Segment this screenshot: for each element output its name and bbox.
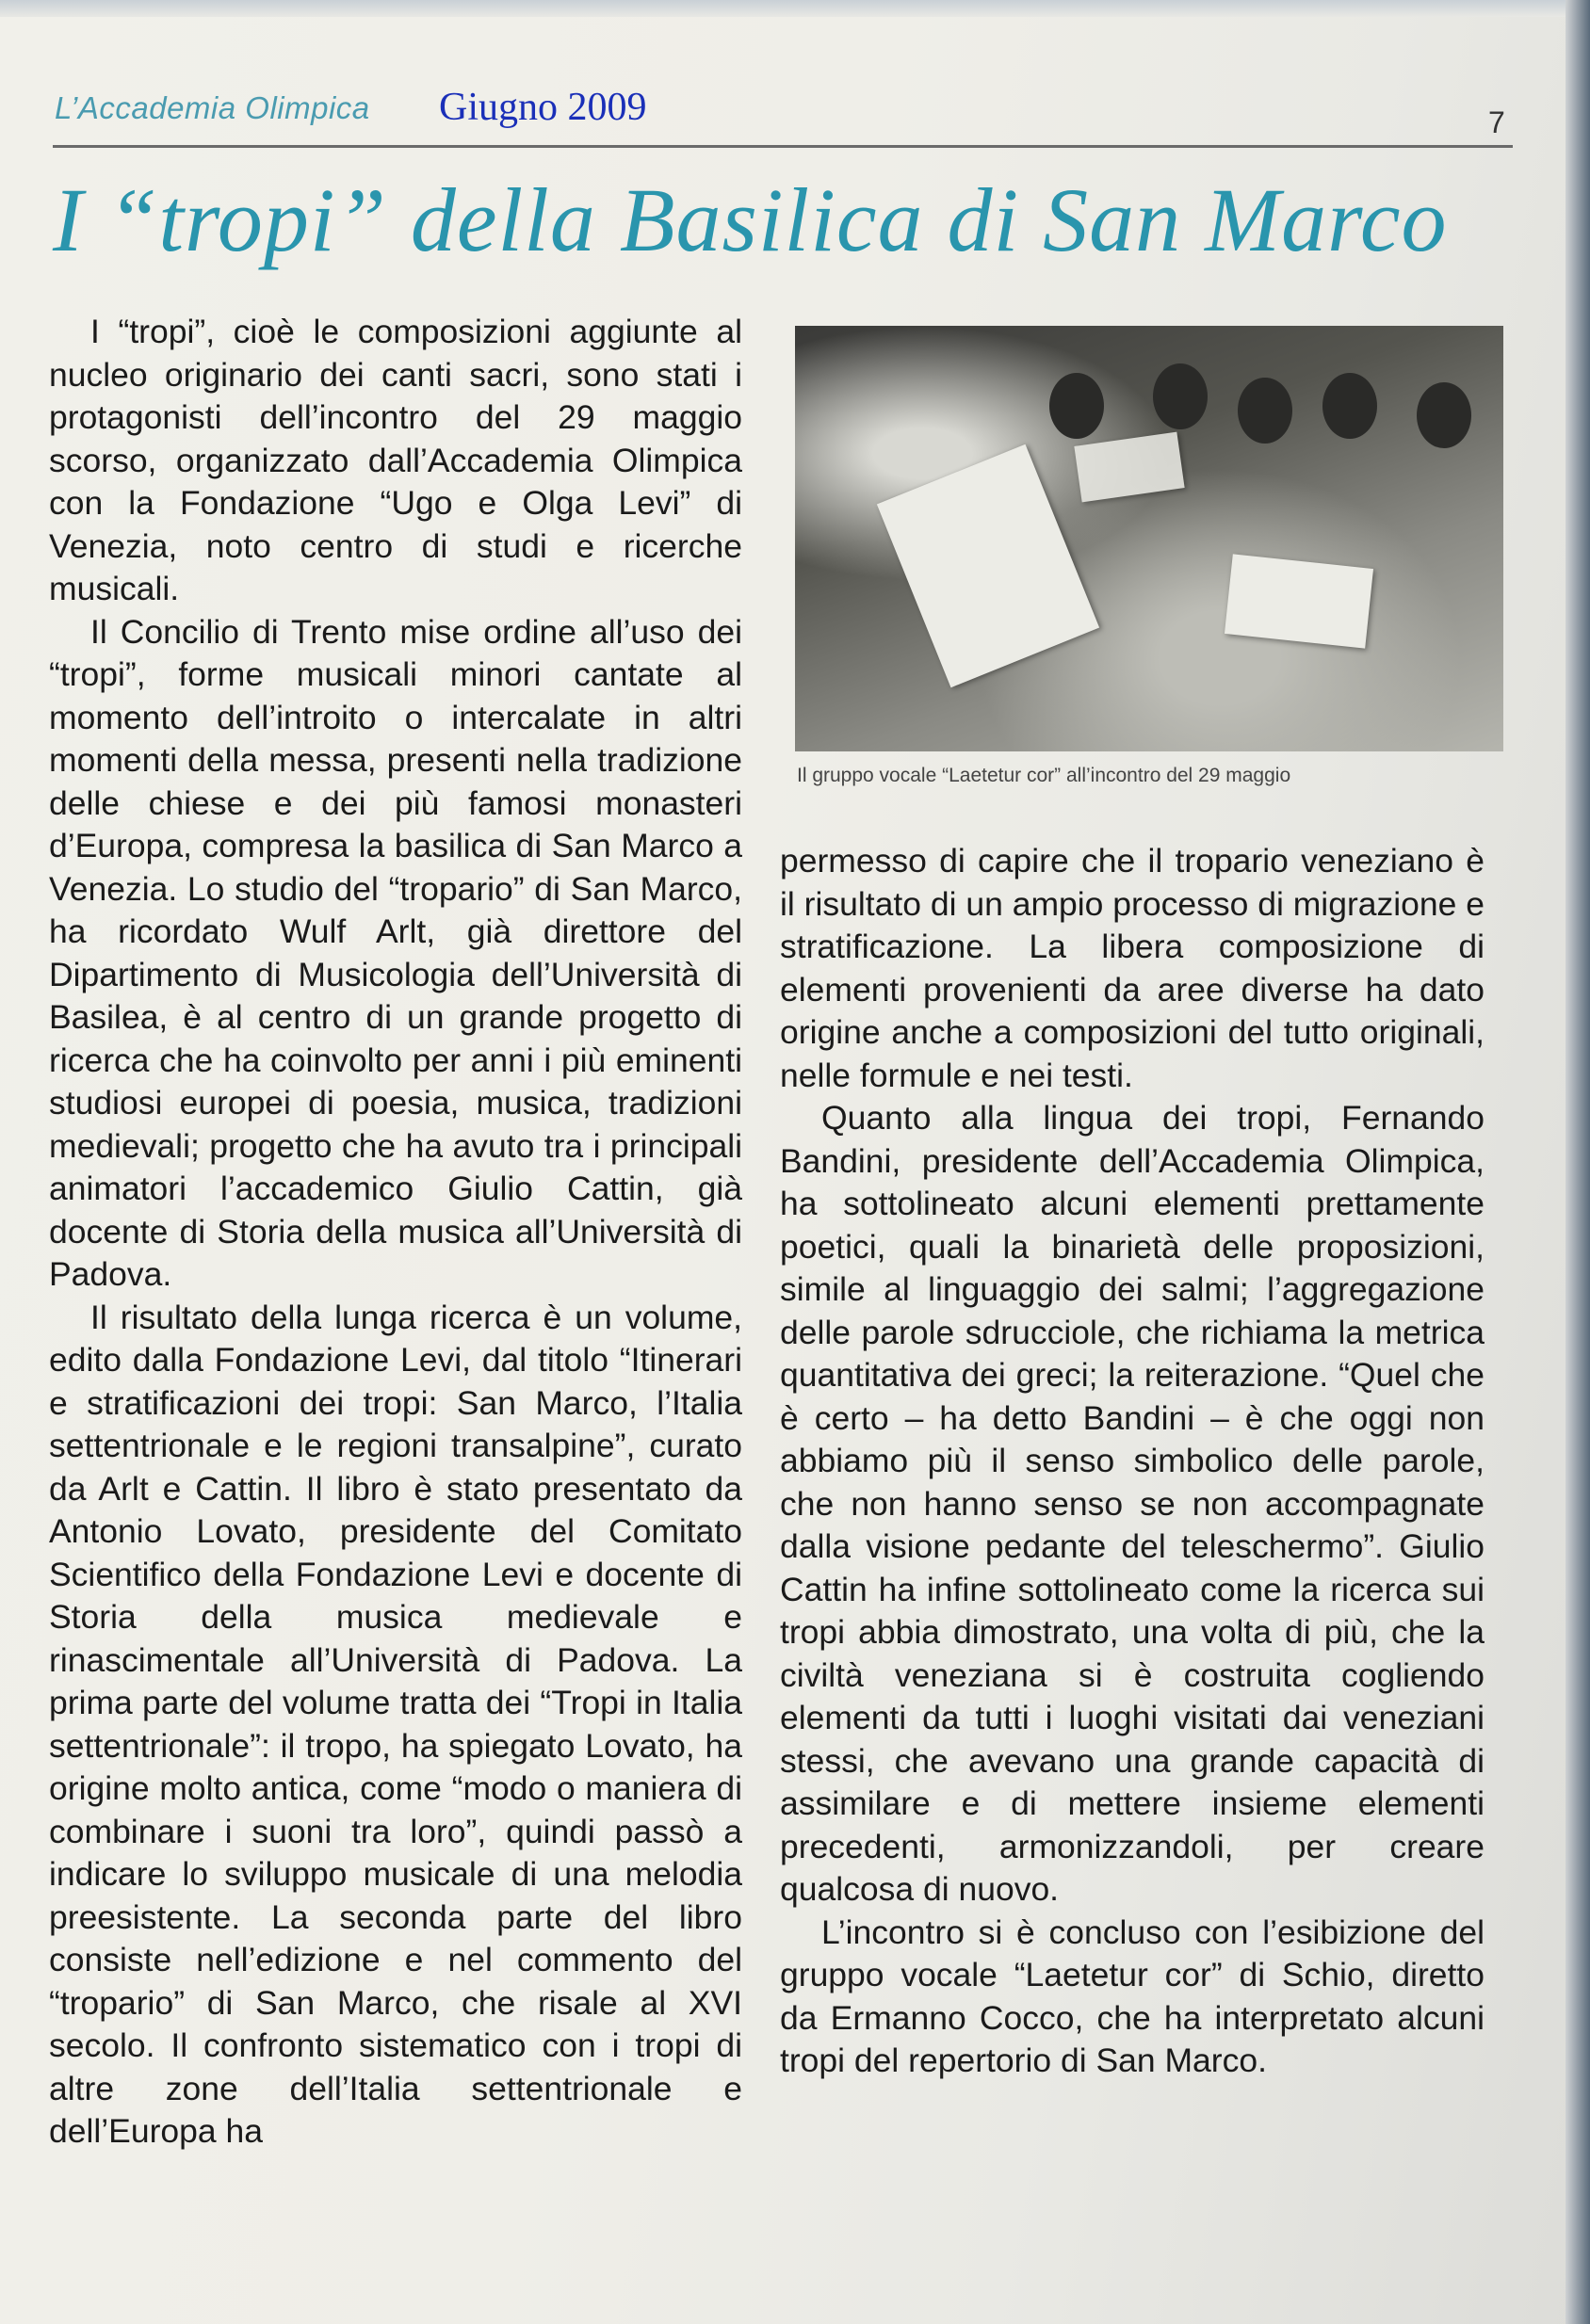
choir-photo [795,326,1503,751]
music-sheet [1225,554,1373,648]
music-sheet [1074,432,1184,503]
singer-head [1238,378,1292,444]
paragraph: Il Concilio di Trento mise ordine all’uso dei “tropi”, forme musicali minori cantate al momento dell’introito o intercalate in altri momenti della messa, presenti nella tradizione delle chiese e dei più famosi monasteri d’Europa, compresa la basilica di San Marco a Venezia. Lo studio del “tropario” di San Marco, ha ricordato Wulf Arlt, già direttore del Dipartimento di Musicologia dell’Università di Basilea, è al centro di un grande progetto di ricerca che ha coinvolto per anni i più eminenti studiosi europei di poesia, musica, tradizioni medievali; progetto che ha avuto tra i principali animatori l’accademico Giulio Cattin, già docente di Storia della musica all’Università di Padova. [49,612,742,1293]
singer-head [1322,373,1377,439]
music-sheet [877,444,1099,687]
singer-head [1153,363,1208,429]
paragraph: Il risultato della lunga ricerca è un volume, edito dalla Fondazione Levi, dal titolo “Itinerari e stratificazioni dei tropi: San Marco, l’Italia settentrionale e le regioni transalpine”, curato da Arlt e Cattin. Il libro è stato presentato da Antonio Lovato, presidente del Comitato Scientifico della Fondazione Levi e docente di Storia della musica medievale e rinascimentale all’Università di Padova. La prima parte del volume tratta dei “Tropi in Italia settentrionale”: il tropo, ha spiegato Lovato, ha origine molto antica, come “modo o maniera di combinare i suoni tra loro”, quindi passò a indicare lo sviluppo musicale di una melodia preesistente. La seconda parte del libro consiste nell’edizione e nel commento del “tropario” di San Marco, che risale al XVI secolo. Il confronto sistematico con i tropi di altre zone dell’Italia settentrionale e dell’Europa ha [49,1298,742,2150]
page-number: 7 [1488,105,1505,139]
header-rule [53,145,1513,148]
article-title: I “tropi” della Basilica di San Marco [53,169,1448,270]
page-right-edge [1566,0,1590,2324]
handwritten-date: Giugno 2009 [439,86,647,129]
page-top-edge [0,0,1590,17]
singer-head [1417,382,1471,448]
paragraph: I “tropi”, cioè le composizioni aggiunte al nucleo originario dei canti sacri, sono stati i protagonisti dell’incontro del 29 maggio scorso, organizzato dall’Accademia Olimpica con la Fondazione “Ugo e Olga Levi” di Venezia, noto centro di studi e ricerche musicali. [49,313,742,607]
paragraph: Quanto alla lingua dei tropi, Fernando Bandini, presidente dell’Accademia Olimpica, ha sottolineato alcuni elementi prettamente poetici, quali la binarietà delle proposizioni, simile al linguaggio dei salmi; l’aggregazione delle parole sdrucciole, che richiama la metrica quantitativa dei greci; la reiterazione. “Quel che è certo – ha detto Bandini – è che oggi non abbiamo più il senso simbolico delle parole, che non hanno senso se non accompagnate dalla visione pedante del teleschermo”. Giulio Cattin ha infine sottolineato come la ricerca sui tropi abbia dimostrato, una volta di più, che la civiltà veneziana si è costruita cogliendo elementi da tutti i luoghi visitati dai veneziani stessi, che avevano una grande capacità di assimilare e di mettere insieme elementi precedenti, armonizzandoli, per creare qualcosa di nuovo. [780,1099,1485,1908]
photo-caption: Il gruppo vocale “Laetetur cor” all’incontro del 29 maggio [797,765,1291,786]
paragraph: permesso di capire che il tropario veneziano è il risultato di un ampio processo di migrazione e stratificazione. La libera composizione di elementi provenienti da aree diverse ha dato origine anche a composizioni del tutto originali, nelle formule e nei testi. [780,842,1485,1094]
article-column-left [49,311,742,2154]
paragraph: L’incontro si è concluso con l’esibizione del gruppo vocale “Laetetur cor” di Schio, diretto da Ermanno Cocco, che ha interpretato alcuni tropi del repertorio di San Marco. [780,1912,1485,2079]
article-column-right [780,840,1485,2083]
singer-head [1049,373,1104,439]
running-title: L’Accademia Olimpica [55,90,370,125]
